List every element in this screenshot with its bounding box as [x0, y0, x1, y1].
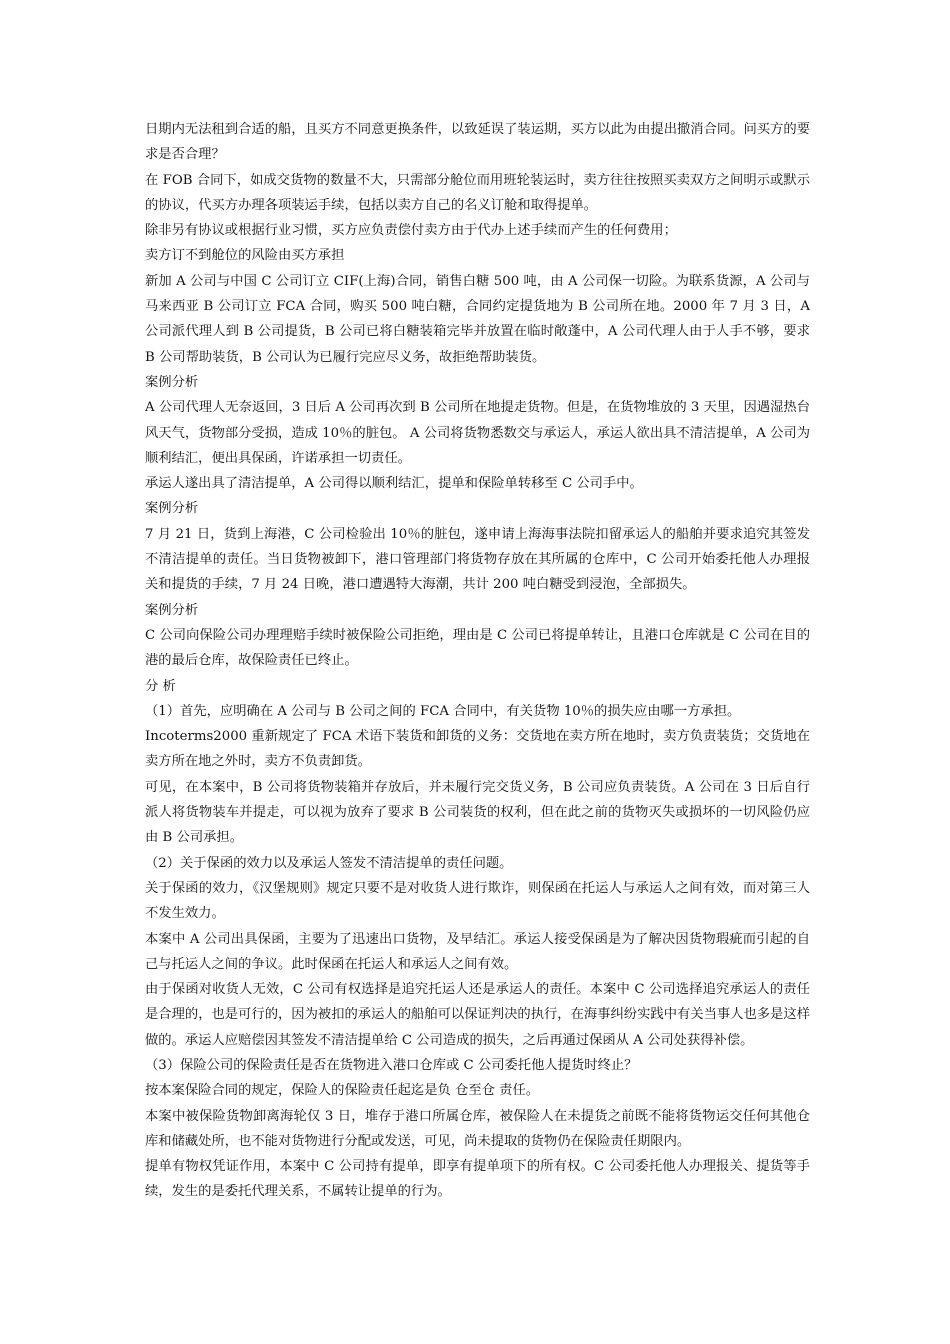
section-heading-case-analysis-1: 案例分析 — [145, 374, 199, 390]
paragraph-19: 本案中 A 公司出具保函，主要为了迅速出口货物，及早结汇。承运人接受保函是为了解决因货物瑕疵而引起的自己与托运人之间的争议。此时保函在托运人和承运人之间有效。 — [145, 931, 810, 972]
paragraph-2: 在 FOB 合同下，如成交货物的数量不大，只需部分舱位而用班轮装运时，卖方往往按照买卖双方之间明示或默示的协议，代买方办理各项装运手续，包括以卖方自己的名义订舱和取得提单。 — [145, 172, 810, 213]
document-body — [145, 117, 810, 1205]
paragraph-22: 按本案保险合同的规定，保险人的保险责任起迄是负 仓至仓 责任。 — [145, 1083, 540, 1099]
paragraph-24: 提单有物权凭证作用，本案中 C 公司持有提单，即享有提单项下的所有权。C 公司委托他人办理报关、提货等手续，发生的是委托代理关系，不属转让提单的行为。 — [145, 1159, 810, 1200]
paragraph-17: （2）关于保函的效力以及承运人签发不清洁提单的责任问题。 — [145, 855, 513, 871]
paragraph-8: 承运人遂出具了清洁提单，A 公司得以顺利结汇，提单和保险单转移至 C 公司手中。 — [145, 476, 643, 492]
paragraph-1: 日期内无法租到合适的船，且买方不同意更换条件，以致延误了装运期，买方以此为由提出撤消合同。问买方的要求是否合理？ — [145, 122, 810, 163]
paragraph-16: 可见，在本案中，B 公司将货物装箱并存放后，并未履行完交货义务，B 公司应负责装货。A 公司在 3 日后自行派人将货物装车并提走，可以视为放弃了要求 B 公司装货的权利，但在此之前的货物灭失或损坏的一切风险仍应由 B 公司承担。 — [145, 779, 810, 846]
paragraph-21: （3）保险公司的保险责任是否在货物进入港口仓库或 C 公司委托他人提货时终止？ — [145, 1057, 638, 1073]
section-heading-case-analysis-3: 案例分析 — [145, 602, 199, 618]
paragraph-12: C 公司向保险公司办理理赔手续时被保险公司拒绝，理由是 C 公司已将提单转让，且港口仓库就是 C 公司在目的港的最后仓库，故保险责任已终止。 — [145, 627, 810, 669]
paragraph-7: A 公司代理人无奈返回，3 日后 A 公司再次到 B 公司所在地提走货物。但是，在货物堆放的 3 天里，因遇湿热台风天气，货物部分受损，造成 10％的脏包。 A 公司将货物悉数交与承运人，承运人欲出具不清洁提单，A 公司为顺利结汇，便出具保函，许诺承担一切责任。 — [145, 400, 810, 466]
paragraph-10: 7 月 21 日，货到上海港，C 公司检验出 10％的脏包，遂申请上海海事法院扣留承运人的船舶并要求追究其签发不清洁提单的责任。当日货物被卸下，港口管理部门将货物存放在其所属的仓库中，C 公司开始委托他人办理报关和提货的手续，7 月 24 日晚，港口遭遇特大海潮，共计 200 吨白糖受到浸泡，全部损失。 — [145, 526, 810, 593]
paragraph-18: 关于保函的效力，《汉堡规则》规定只要不是对收货人进行欺诈，则保函在托运人与承运人之间有效，而对第三人不发生效力。 — [145, 880, 810, 922]
section-heading-analysis: 分 析 — [145, 678, 176, 694]
paragraph-14: （1）首先，应明确在 A 公司与 B 公司之间的 FCA 合同中，有关货物 10％的损失应由哪一方承担。 — [145, 703, 741, 719]
paragraph-5: 新加 A 公司与中国 C 公司订立 CIF(上海)合同，销售白糖 500 吨，由 A 公司保一切险。为联系货源，A 公司与马来西亚 B 公司订立 FCA 合同，购买 500 吨白糖，合同约定提货地为 B 公司所在地。2000 年 7 月 3 日，A 公司派代理人到 B 公司提货，B 公司已将白糖装箱完毕并放置在临时敞蓬中，A 公司代理人由于人手不够，要求 B 公司帮助装货，B 公司认为已履行完应尽义务，故拒绝帮助装货。 — [145, 273, 810, 365]
paragraph-3: 除非另有协议或根据行业习惯，买方应负责偿付卖方由于代办上述手续而产生的任何费用； — [145, 223, 677, 239]
paragraph-20: 由于保函对收货人无效，C 公司有权选择是追究托运人还是承运人的责任。本案中 C 公司选择追究承运人的责任是合理的，也是可行的，因为被扣的承运人的船舶可以保证判决的执行，在海事纠纷实践中有关当事人也多是这样做的。承运人应赔偿因其签发不清洁提单给 C 公司造成的损失，之后再通过保函从 A 公司处获得补偿。 — [145, 982, 810, 1048]
paragraph-15: Incoterms2000 重新规定了 FCA 术语下装货和卸货的义务：交货地在卖方所在地时，卖方负责装货；交货地在卖方所在地之外时，卖方不负责卸货。 — [145, 729, 810, 770]
paragraph-23: 本案中被保险货物卸离海轮仅 3 日，堆存于港口所属仓库，被保险人在未提货之前既不能将货物运交任何其他仓库和储藏处所，也不能对货物进行分配或发送，可见，尚未提取的货物仍在保险责任期限内。 — [145, 1108, 810, 1149]
paragraph-4: 卖方订不到舱位的风险由买方承担 — [145, 248, 345, 264]
section-heading-case-analysis-2: 案例分析 — [145, 501, 199, 517]
